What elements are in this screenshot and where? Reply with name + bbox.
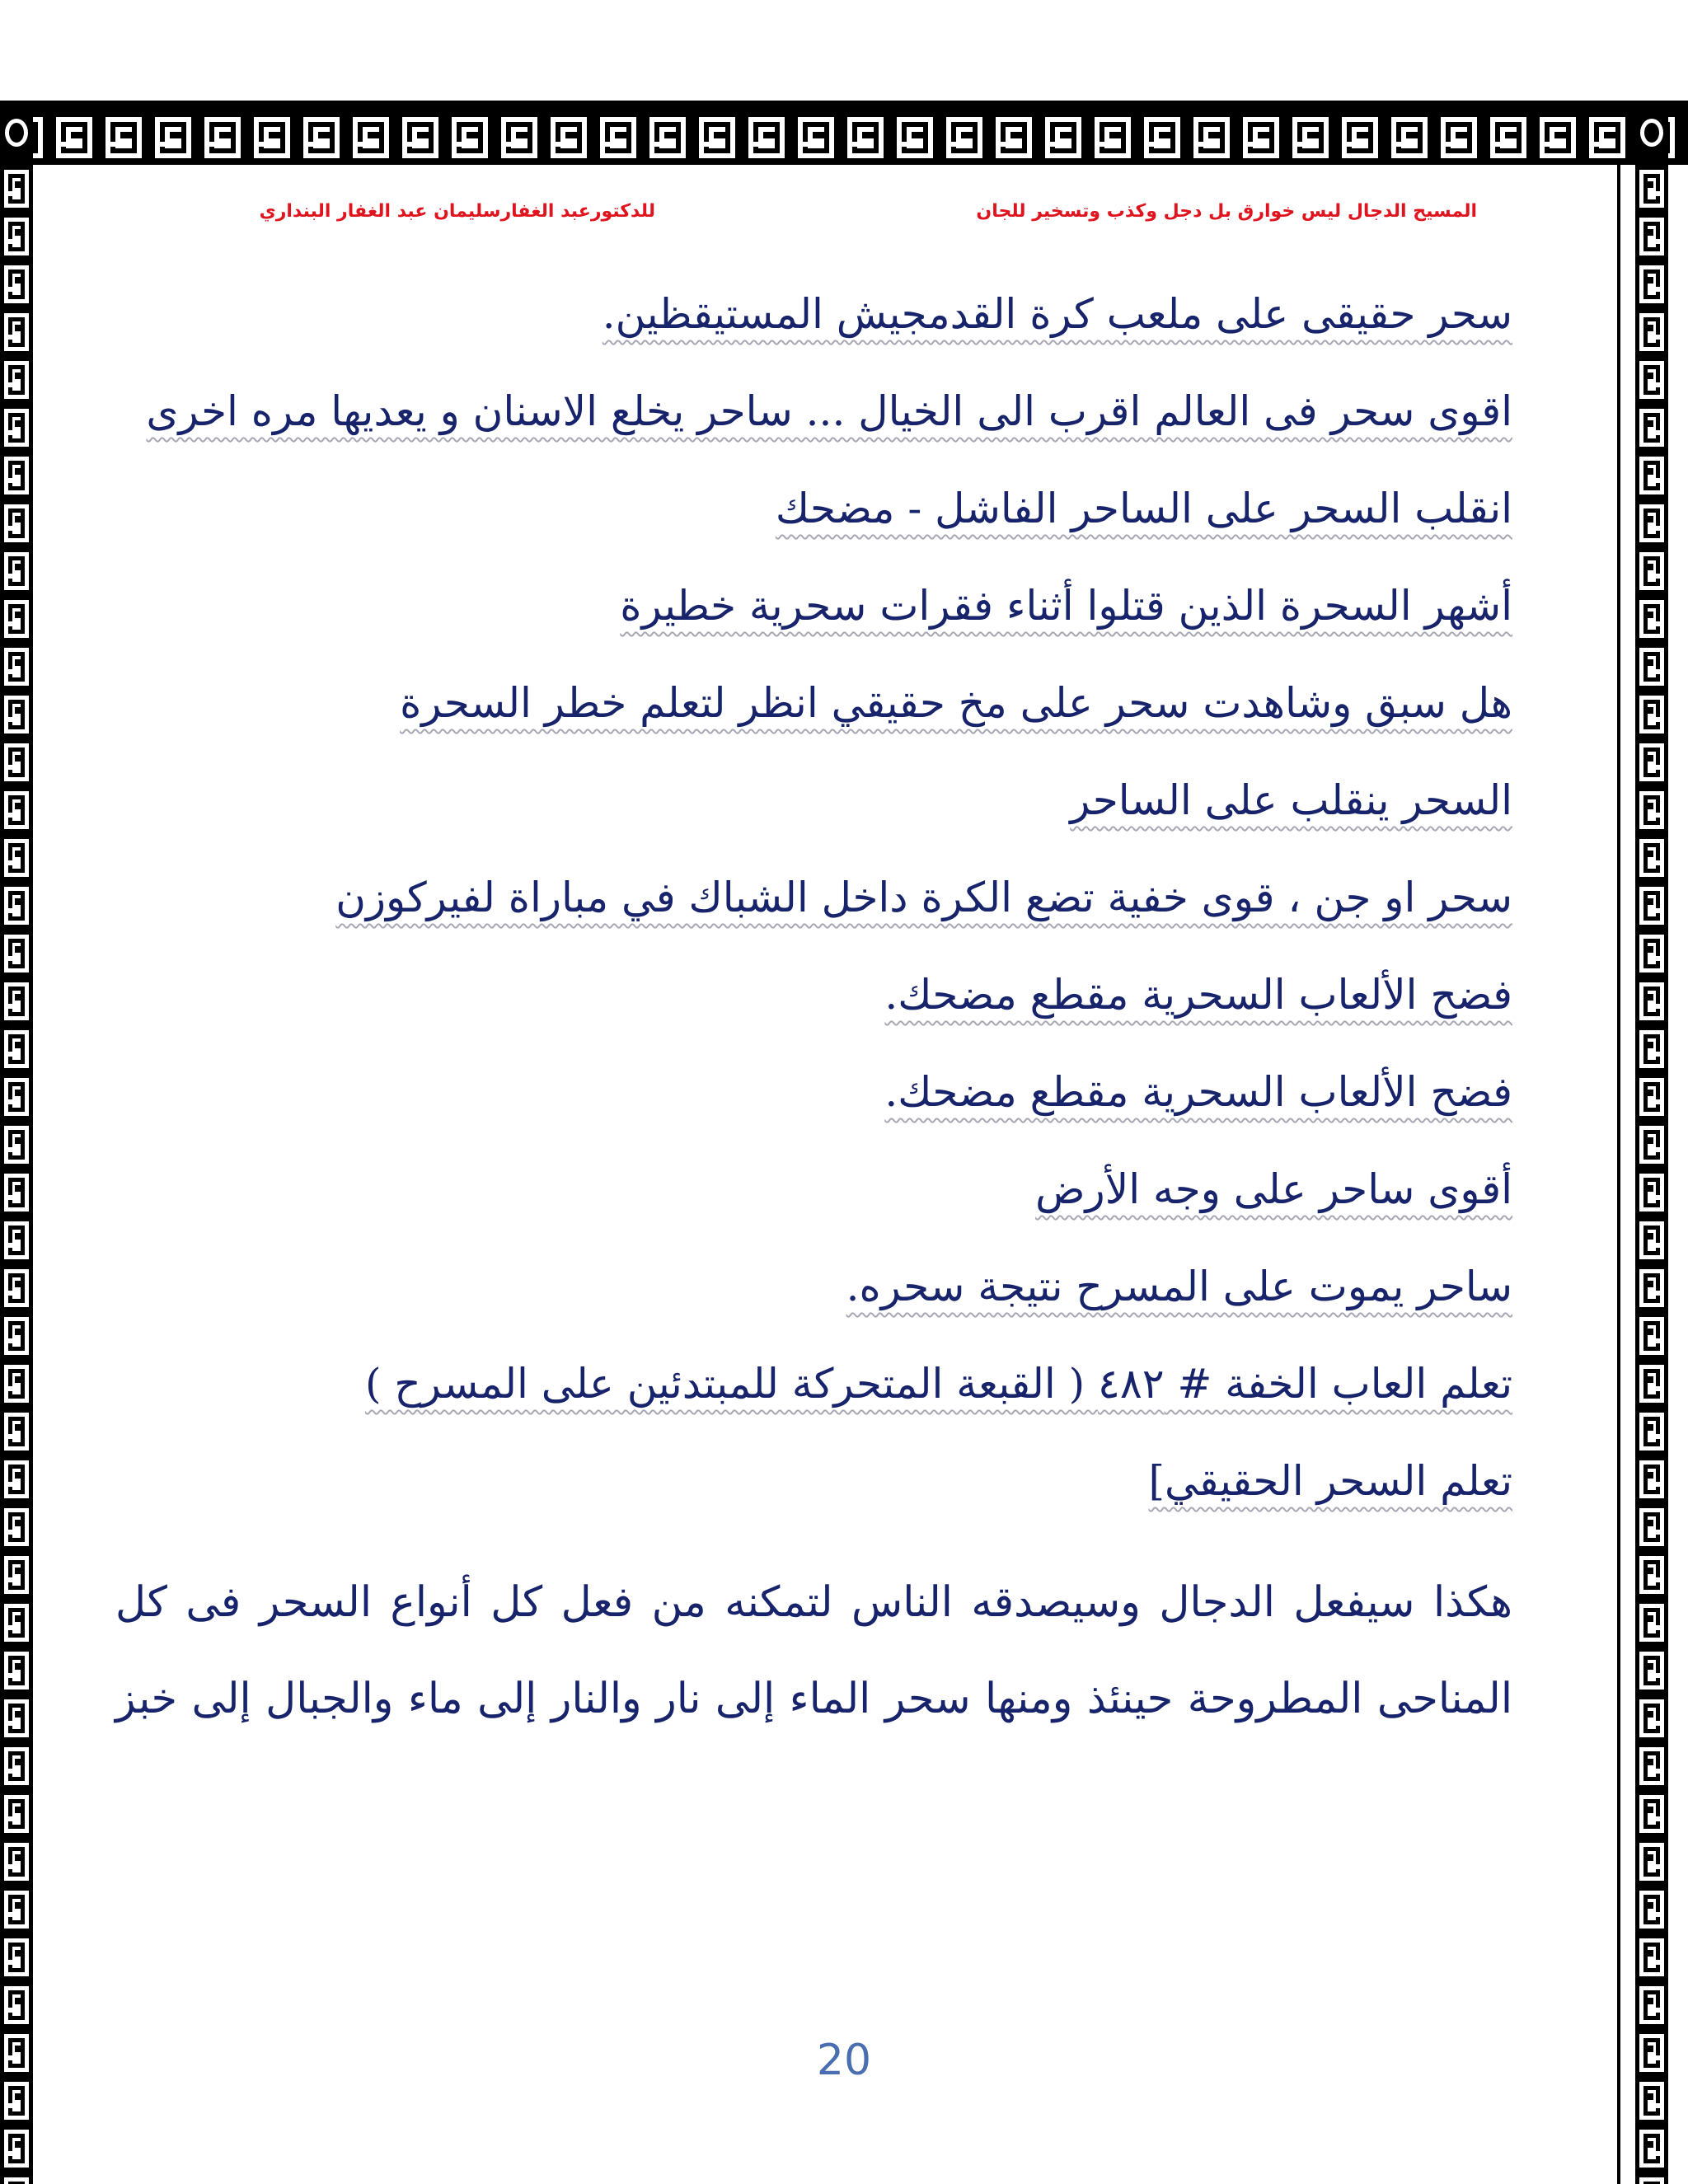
link-text[interactable]: سحر او جن ، قوى خفية تضع الكرة داخل الشباك في مباراة لفيركوزن <box>335 874 1512 921</box>
link-text[interactable]: اقوى سحر فى العالم اقرب الى الخيال ... ساحر يخلع الاسنان و يعديها مره اخرى <box>146 387 1512 435</box>
link-text[interactable]: انقلب السحر على الساحر الفاشل - مضحك <box>775 485 1512 532</box>
link-text[interactable]: تعلم العاب الخفة # ٤٨٢ ( القبعة المتحركة للمبتدئين على المسرح ) <box>364 1360 1512 1408</box>
link-line[interactable] <box>115 272 1512 369</box>
link-line[interactable] <box>115 855 1512 953</box>
link-text[interactable]: السحر ينقلب على الساحر <box>1070 776 1512 824</box>
border-corner-ornament-left <box>0 101 33 165</box>
link-line[interactable] <box>115 1342 1512 1439</box>
body-paragraph <box>115 1554 1512 1747</box>
link-text[interactable]: أقوى ساحر على وجه الأرض <box>1035 1165 1512 1213</box>
running-header-title: المسيح الدجال ليس خوارق بل دجل وكذب وتسخير للجان <box>976 201 1477 222</box>
border-corner-ornament-right <box>1635 101 1668 165</box>
link-line[interactable] <box>115 1244 1512 1342</box>
link-line[interactable] <box>115 466 1512 564</box>
link-text[interactable]: فضح الألعاب السحرية مقطع مضحك. <box>884 1068 1512 1116</box>
link-text[interactable]: ساحر يموت على المسرح نتيجة سحره. <box>846 1263 1512 1310</box>
link-text[interactable]: أشهر السحرة الذين قتلوا أثناء فقرات سحرية خطيرة <box>620 582 1512 630</box>
greek-key-border-left <box>0 165 33 2184</box>
link-line[interactable] <box>115 1050 1512 1147</box>
link-line[interactable] <box>115 1147 1512 1244</box>
paragraph-line: المناحى المطروحة حينئذ ومنها سحر الماء إلى نار والنار إلى ماء والجبال إلى خبز <box>115 1675 1512 1723</box>
link-text[interactable]: هل سبق وشاهدت سحر على مخ حقيقي انظر لتعلم خطر السحرة <box>400 679 1512 727</box>
link-text[interactable]: تعلم السحر الحقيقي] <box>1148 1457 1512 1505</box>
link-line[interactable] <box>115 1439 1512 1536</box>
link-line[interactable] <box>115 953 1512 1050</box>
link-line[interactable] <box>115 661 1512 758</box>
link-line[interactable] <box>115 564 1512 661</box>
page-number: 20 <box>816 2036 872 2085</box>
paragraph-line: هكذا سيفعل الدجال وسيصدقه الناس لتمكنه من فعل كل أنواع السحر فى كل <box>115 1578 1512 1627</box>
running-header-author: للدكتورعبد الغفارسليمان عبد الغفار البنداري <box>259 201 655 222</box>
link-line[interactable] <box>115 369 1512 466</box>
link-line[interactable] <box>115 758 1512 855</box>
page-body <box>115 272 1512 1747</box>
greek-key-border-top <box>0 101 1688 165</box>
greek-key-border-right <box>1635 165 1668 2184</box>
border-inner-line-right <box>1617 165 1620 2184</box>
link-text[interactable]: سحر حقيقى على ملعب كرة القدمجيش المستيقظين. <box>602 290 1512 338</box>
link-text[interactable]: فضح الألعاب السحرية مقطع مضحك. <box>884 971 1512 1019</box>
